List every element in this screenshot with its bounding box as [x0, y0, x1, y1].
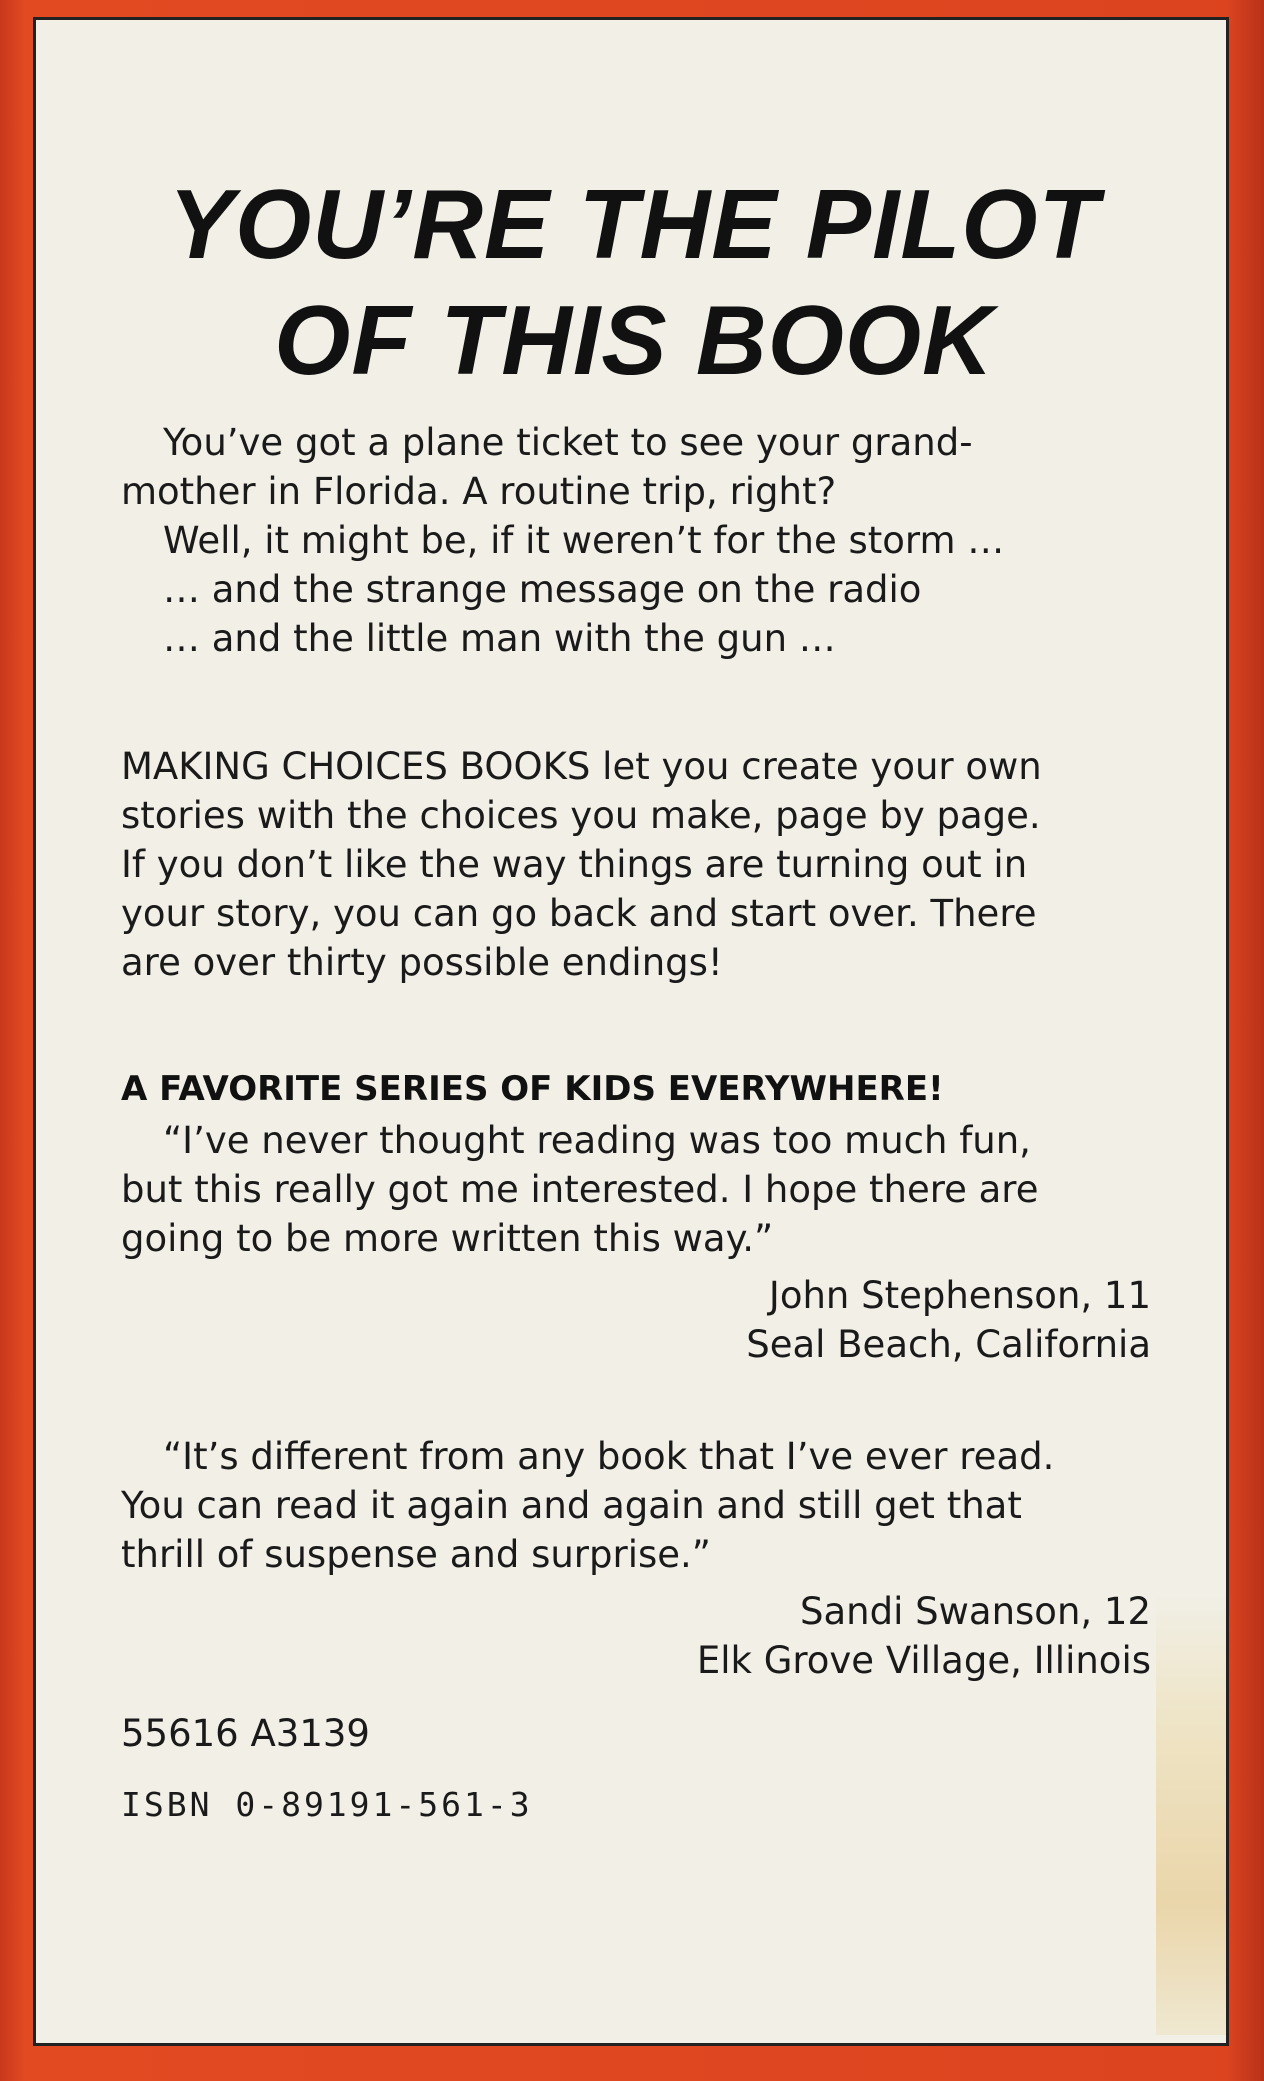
series-heading: A FAVORITE SERIES OF KIDS EVERYWHERE!: [121, 1069, 944, 1109]
description-line: If you don’t like the way things are turning out in: [121, 843, 1028, 886]
testimonial-2-quote-line: thrill of suspense and surprise.”: [121, 1533, 711, 1576]
testimonial-1-name: John Stephenson, 11: [768, 1274, 1151, 1317]
intro-line: … and the strange message on the radio: [163, 568, 922, 611]
testimonial-1-quote-line: going to be more written this way.”: [121, 1217, 774, 1260]
intro-line: You’ve got a plane ticket to see your grand-: [163, 421, 973, 464]
headline-line-2: OF THIS BOOK: [274, 285, 994, 395]
description-paragraph: [121, 742, 1151, 987]
tape-stain: [1156, 1595, 1229, 2035]
testimonial-1-place: Seal Beach, California: [746, 1323, 1151, 1366]
cover-panel: [33, 17, 1229, 2046]
isbn: ISBN 0-89191-561-3: [121, 1785, 533, 1824]
testimonial-2-name: Sandi Swanson, 12: [800, 1590, 1151, 1633]
intro-line: mother in Florida. A routine trip, right?: [121, 470, 837, 513]
description-line: are over thirty possible endings!: [121, 941, 723, 984]
description-line: your story, you can go back and start over. There: [121, 892, 1037, 935]
testimonial-1-quote-line: but this really got me interested. I hope there are: [121, 1168, 1039, 1211]
catalog-code: 55616 A3139: [121, 1712, 370, 1755]
intro-line: Well, it might be, if it weren’t for the storm …: [163, 519, 1005, 562]
headline-line-1: YOU’RE THE PILOT: [168, 169, 1100, 279]
description-line: stories with the choices you make, page by page.: [121, 794, 1041, 837]
testimonial-1-quote-line: “I’ve never thought reading was too much fun,: [163, 1119, 1031, 1162]
testimonial-2-quote-line: “It’s different from any book that I’ve ever read.: [163, 1435, 1055, 1478]
testimonial-1: [121, 1116, 1151, 1369]
testimonial-2-quote-line: You can read it again and again and still get that: [121, 1484, 1022, 1527]
description-line: MAKING CHOICES BOOKS let you create your own: [121, 745, 1042, 788]
testimonial-2-place: Elk Grove Village, Illinois: [696, 1639, 1151, 1682]
testimonial-2: [121, 1432, 1151, 1685]
intro-paragraph: [121, 418, 1151, 663]
intro-line: … and the little man with the gun …: [163, 617, 836, 660]
